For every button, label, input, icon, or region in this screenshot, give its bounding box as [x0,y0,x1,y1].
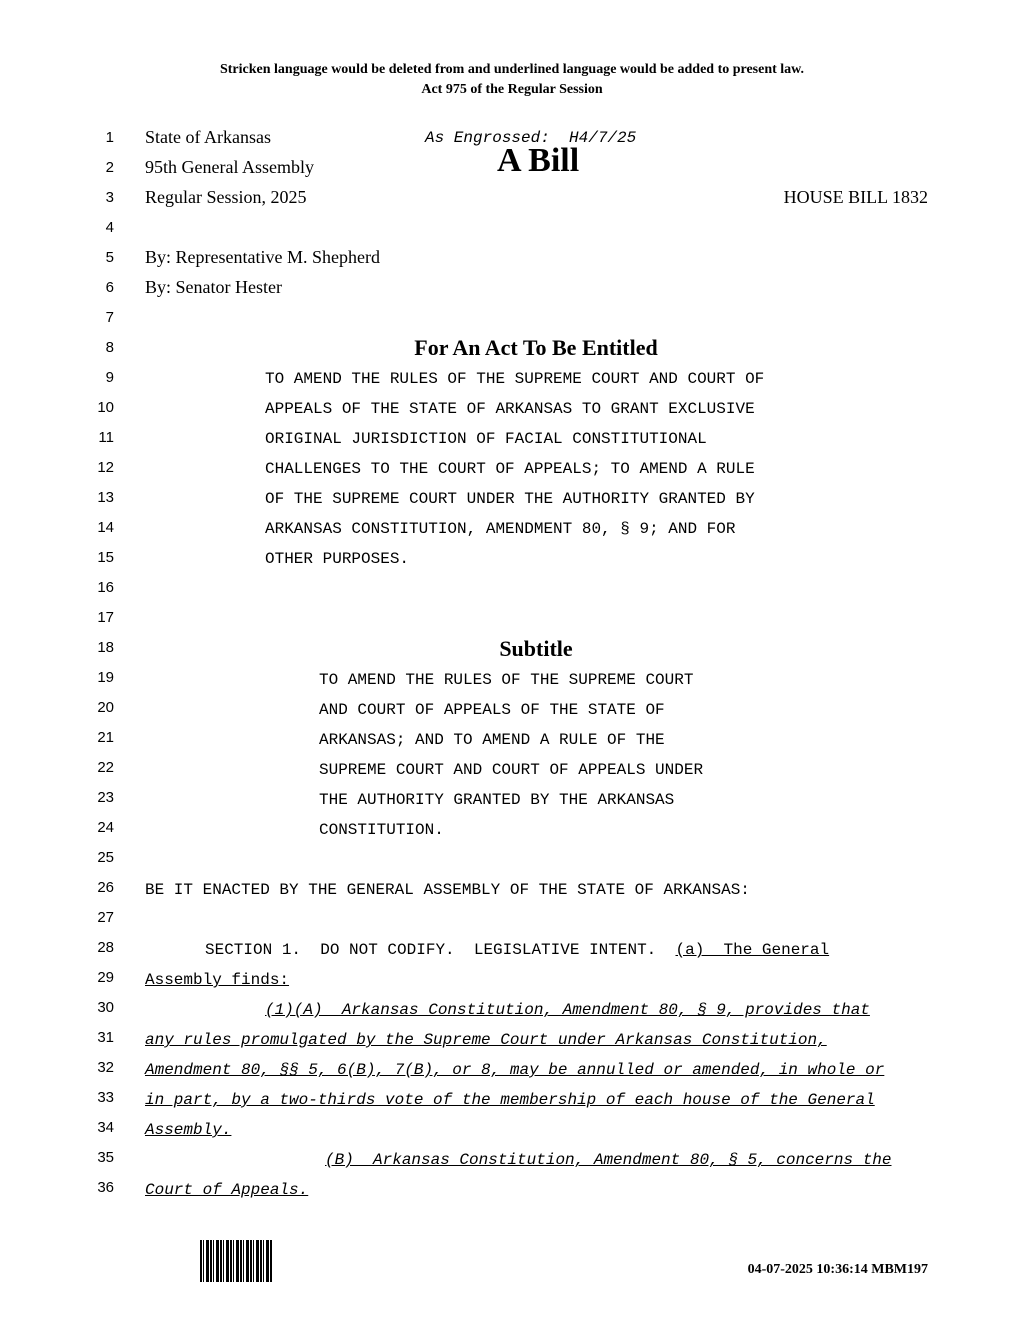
line-number: 14 [97,519,114,536]
act-number: Act 975 of the Regular Session [421,82,603,97]
stricken-language-notice: Stricken language would be deleted from and underlined language would be added to present law. [219,62,805,77]
line-number: 32 [97,1059,114,1076]
subtitle-line: AND COURT OF APPEALS OF THE STATE OF [319,701,665,719]
line-number: 4 [105,219,114,236]
line-number: 5 [105,249,114,266]
line-number: 12 [97,459,114,476]
section-1-added-text: (a) The General [675,941,830,959]
line-number: 8 [105,339,114,356]
barcode-image [200,1240,272,1282]
body-line: (1)(A) Arkansas Constitution, Amendment 80, § 9, provides that [265,1001,870,1019]
line-number: 1 [105,129,114,146]
title-line: APPEALS OF THE STATE OF ARKANSAS TO GRANT EXCLUSIVE [265,400,755,418]
bill-number: HOUSE BILL 1832 [783,187,928,207]
line-number: 7 [105,309,114,326]
line-number: 22 [97,759,114,776]
body-line: Court of Appeals. [145,1181,309,1199]
engrossed-date: As Engrossed: H4/7/25 [425,129,637,147]
line-number: 17 [97,609,114,626]
line-number: 25 [97,849,114,866]
line-number: 35 [97,1149,114,1166]
line-number: 15 [97,549,114,566]
line-number: 19 [97,669,114,686]
line-number: 31 [97,1029,114,1046]
subtitle-line: TO AMEND THE RULES OF THE SUPREME COURT [319,671,694,689]
subtitle-line: SUPREME COURT AND COURT OF APPEALS UNDER [319,761,704,779]
body-line: Assembly. [145,1121,232,1139]
line-number: 29 [97,969,114,986]
line-number: 11 [98,429,114,446]
line-number: 18 [97,639,114,656]
line-number: 28 [97,939,114,956]
line-number: 3 [105,189,114,206]
line-number: 16 [97,579,114,596]
line-number: 33 [97,1089,114,1106]
session: Regular Session, 2025 [145,187,307,207]
body-line: (B) Arkansas Constitution, Amendment 80, § 5, concerns the [325,1151,892,1169]
section-1-label: SECTION 1. DO NOT CODIFY. LEGISLATIVE INTENT. [205,941,676,959]
line-number: 10 [97,399,114,416]
title-line: CHALLENGES TO THE COURT OF APPEALS; TO AMEND A RULE [265,460,755,478]
state-name: State of Arkansas [145,127,271,147]
line-number: 21 [97,729,114,746]
line-number: 13 [97,489,114,506]
line-number: 6 [105,279,114,296]
general-assembly: 95th General Assembly [145,157,314,177]
act-title-heading: For An Act To Be Entitled [414,335,658,360]
subtitle-line: CONSTITUTION. [319,821,444,839]
line-number: 24 [97,819,114,836]
line-number: 27 [97,909,114,926]
subtitle-heading: Subtitle [499,636,573,661]
document-timestamp: 04-07-2025 10:36:14 MBM197 [747,1262,928,1277]
section-1-heading [205,941,829,959]
title-line: ARKANSAS CONSTITUTION, AMENDMENT 80, § 9; AND FOR [265,520,736,538]
subtitle-line: THE AUTHORITY GRANTED BY THE ARKANSAS [319,791,675,809]
enacting-clause: BE IT ENACTED BY THE GENERAL ASSEMBLY OF THE STATE OF ARKANSAS: [145,881,750,899]
body-line: Amendment 80, §§ 5, 6(B), 7(B), or 8, may be annulled or amended, in whole or [145,1061,885,1079]
body-line: Assembly finds: [145,971,290,989]
body-line: in part, by a two-thirds vote of the membership of each house of the General [145,1091,875,1109]
title-line: ORIGINAL JURISDICTION OF FACIAL CONSTITUTIONAL [265,430,707,448]
line-number: 26 [97,879,114,896]
title-line: OF THE SUPREME COURT UNDER THE AUTHORITY GRANTED BY [265,490,755,508]
line-number: 2 [105,159,114,176]
line-number: 9 [105,369,114,386]
line-number: 34 [97,1119,114,1136]
subtitle-line: ARKANSAS; AND TO AMEND A RULE OF THE [319,731,665,749]
line-number: 36 [97,1179,114,1196]
line-number: 23 [97,789,114,806]
senate-sponsor: By: Senator Hester [145,277,282,297]
line-number: 30 [97,999,114,1016]
body-line: any rules promulgated by the Supreme Court under Arkansas Constitution, [145,1031,827,1049]
line-number: 20 [97,699,114,716]
house-sponsor: By: Representative M. Shepherd [145,247,380,267]
title-line: TO AMEND THE RULES OF THE SUPREME COURT AND COURT OF [265,370,765,388]
bill-type: A Bill [497,142,580,179]
title-line: OTHER PURPOSES. [265,550,410,568]
